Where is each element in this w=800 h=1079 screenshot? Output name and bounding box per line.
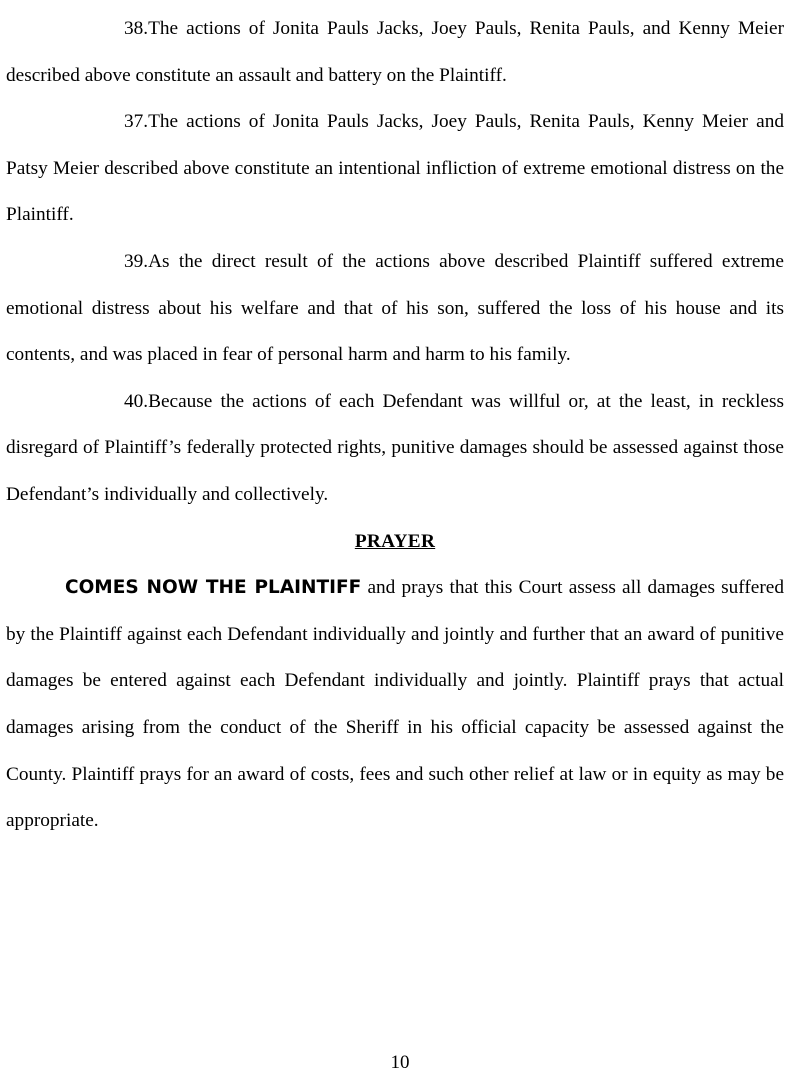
page-number: 10 xyxy=(390,1052,410,1073)
paragraph-39 xyxy=(6,239,784,379)
paragraph-37 xyxy=(6,99,784,239)
paragraph-text: As the direct result of the actions above described Plaintiff suffered extreme emotional distress about his welfare and that of his son, suffered the loss of his house and its contents, and was placed in fear of personal harm and harm to his family. xyxy=(6,250,784,366)
paragraph-number: 40. xyxy=(124,390,149,412)
paragraph-text: The actions of Jonita Pauls Jacks, Joey Pauls, Renita Pauls, and Kenny Meier described above constitute an assault and battery on the Plaintiff. xyxy=(6,18,784,86)
prayer-heading: PRAYER xyxy=(354,530,436,552)
prayer-paragraph xyxy=(6,565,784,845)
paragraph-number: 37. xyxy=(124,111,149,133)
prayer-lead: COMES NOW THE PLAINTIFF xyxy=(65,577,362,599)
paragraph-text: The actions of Jonita Pauls Jacks, Joey Pauls, Renita Pauls, Kenny Meier and Patsy Meier described above constitute an intentional infliction of extreme emotional distress on the Plaintiff. xyxy=(6,111,784,226)
paragraph-40 xyxy=(6,379,784,519)
paragraph-number: 39. xyxy=(124,250,149,272)
paragraph-text: Because the actions of each Defendant was willful or, at the least, in reckless disregard of Plaintiff’s federally protected rights, punitive damages should be assessed against those Defendant’s individually and collectively. xyxy=(6,390,784,505)
prayer-text: and prays that this Court assess all damages suffered by the Plaintiff against each Defendant individually and jointly and further that an award of punitive damages be entered against each Defendant individually and jointly. Plaintiff prays that actual damages arising from the conduct of the Sheriff in his official capacity be assessed against the County. Plaintiff prays for an award of costs, fees and such other relief at law or in equity as may be appropriate. xyxy=(6,577,784,832)
paragraph-number: 38. xyxy=(124,18,149,39)
paragraph-38 xyxy=(6,6,784,99)
document-page xyxy=(6,6,784,845)
